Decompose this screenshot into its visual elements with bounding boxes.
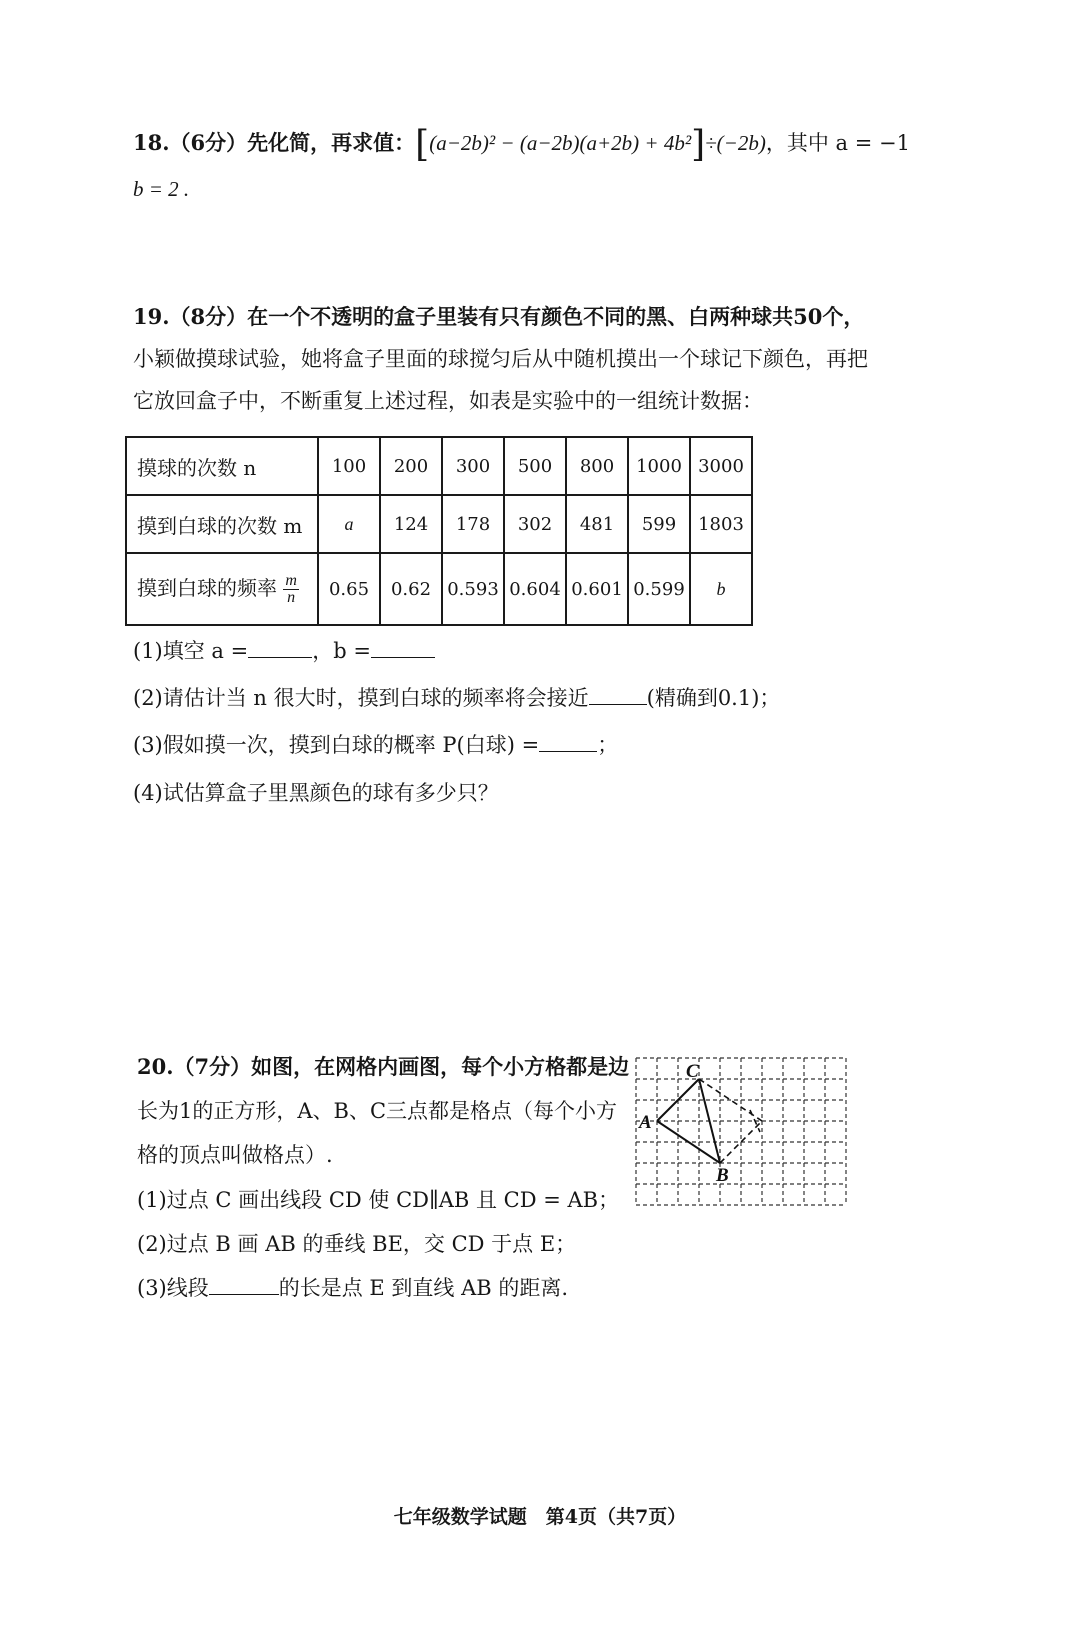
q19-sub2-prefix: (2)请估计当 n 很大时，摸到白球的频率将会接近 [133, 686, 589, 710]
answer-blank-b[interactable] [371, 637, 435, 658]
answer-blank-probability[interactable] [539, 731, 597, 752]
table-cell: 178 [442, 495, 504, 553]
table-cell: 500 [504, 437, 566, 495]
table-cell: 0.604 [504, 553, 566, 625]
q18-expression: (a−2b)² − (a−2b)(a+2b) + 4b² [429, 131, 692, 155]
table-cell: 100 [318, 437, 380, 495]
q20-line2: 长为1的正方形，A、B、C三点都是格点（每个小方 [137, 1099, 618, 1123]
q20-line3: 格的顶点叫做格点）. [137, 1143, 333, 1167]
q20-sub3-prefix: (3)线段 [137, 1276, 209, 1300]
label-c: C [686, 1061, 699, 1082]
q20-sub2: (2)过点 B 画 AB 的垂线 BE，交 CD 于点 E； [137, 1232, 577, 1256]
grid-figure [630, 1052, 852, 1212]
q18-divisor: ÷(−2b) [705, 131, 766, 155]
q19-line2: 小颖做摸球试验，她将盒子里面的球搅匀后从中随机摸出一个球记下颜色，再把 [133, 347, 868, 371]
table-row [126, 553, 752, 625]
fraction-m-over-n [283, 573, 299, 606]
q18-prefix: 18.（6分）先化简，再求值： [133, 130, 416, 155]
table-cell: 0.593 [442, 553, 504, 625]
q19-sub2 [133, 683, 780, 713]
table-cell: 0.65 [318, 553, 380, 625]
fraction-denominator: n [287, 589, 296, 606]
q18-line1 [133, 124, 910, 165]
q20-sub3-suffix: 的长是点 E 到直线 AB 的距离. [278, 1276, 569, 1300]
table-cell: 481 [566, 495, 628, 553]
table-cell: 300 [442, 437, 504, 495]
page-footer: 七年级数学试题 第4页（共7页） [393, 1506, 687, 1528]
q19-sub3-suffix: ； [597, 733, 619, 757]
table-cell: b [690, 553, 752, 625]
table-cell: 302 [504, 495, 566, 553]
table-cell: 1803 [690, 495, 752, 553]
label-a: A [639, 1112, 652, 1133]
statistics-table [125, 436, 753, 626]
table-cell: 1000 [628, 437, 690, 495]
table-row [126, 495, 752, 553]
left-bracket: [ [415, 124, 430, 165]
q19-sub1-prefix: (1)填空 a = [133, 639, 249, 663]
q19-line1: 19.（8分）在一个不透明的盒子里装有只有颜色不同的黑、白两种球共50个， [133, 304, 865, 329]
table-cell: 599 [628, 495, 690, 553]
table-cell: 3000 [690, 437, 752, 495]
answer-blank-frequency[interactable] [589, 684, 647, 705]
q20-line1: 20.（7分）如图，在网格内画图，每个小方格都是边 [137, 1054, 630, 1079]
q19-sub1 [133, 636, 435, 666]
q19-sub1-mid: ，b = [312, 639, 371, 663]
q20-sub1: (1)过点 C 画出线段 CD 使 CD∥AB 且 CD = AB； [137, 1188, 620, 1212]
table-cell: 124 [380, 495, 442, 553]
table-cell: 800 [566, 437, 628, 495]
q19-sub3 [133, 730, 618, 760]
right-bracket: ] [691, 124, 706, 165]
q19-line3: 它放回盒子中，不断重复上述过程，如表是实验中的一组统计数据： [133, 389, 763, 413]
table-cell: a [318, 495, 380, 553]
q18-condition: ，其中 a = −1 [765, 131, 910, 155]
row-header-n: 摸球的次数 n [126, 437, 318, 495]
q20-sub3 [137, 1273, 568, 1303]
grid-lines [636, 1058, 846, 1205]
frequency-label: 摸到白球的频率 [137, 576, 277, 600]
q19-sub2-suffix: (精确到0.1)； [646, 686, 781, 710]
row-header-frequency [126, 553, 318, 625]
table-cell: 0.601 [566, 553, 628, 625]
row-header-m: 摸到白球的次数 m [126, 495, 318, 553]
table-row [126, 437, 752, 495]
answer-blank-segment[interactable] [209, 1274, 279, 1295]
answer-blank-a[interactable] [248, 637, 312, 658]
label-b: B [716, 1165, 729, 1186]
table-cell: 0.599 [628, 553, 690, 625]
q19-sub3-prefix: (3)假如摸一次，摸到白球的概率 P(白球) = [133, 733, 540, 757]
q19-sub4: (4)试估算盒子里黑颜色的球有多少只？ [133, 781, 499, 805]
table-cell: 200 [380, 437, 442, 495]
q18-line2: b = 2 . [133, 177, 190, 201]
fraction-numerator: m [285, 572, 297, 589]
table-cell: 0.62 [380, 553, 442, 625]
